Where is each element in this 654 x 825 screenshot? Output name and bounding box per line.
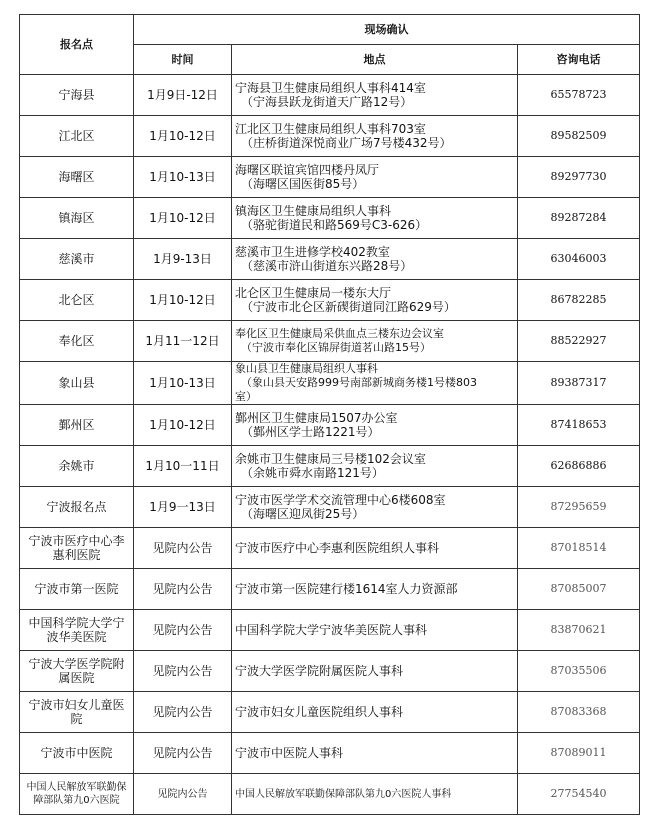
place-line: 北仑区卫生健康局一楼东大厅	[235, 286, 392, 300]
table-row	[20, 116, 640, 157]
phone-cell: 27754540	[518, 774, 640, 815]
site-line: 中国科学院大学宁	[28, 616, 125, 630]
place-cell: 宁波大学医学院附属医院人事科	[232, 651, 518, 692]
header-onsite: 现场确认	[134, 15, 640, 45]
header-phone: 咨询电话	[518, 45, 640, 75]
place-line: （宁海县跃龙街道天广路12号）	[241, 95, 413, 109]
phone-cell: 89582509	[518, 116, 640, 157]
site-line: 波华美医院	[46, 630, 107, 644]
phone-cell: 65578723	[518, 75, 640, 116]
time-cell: 见院内公告	[134, 733, 232, 774]
table-row	[20, 774, 640, 815]
table-row	[20, 569, 640, 610]
time-cell: 见院内公告	[134, 569, 232, 610]
table-row	[20, 157, 640, 198]
time-cell: 见院内公告	[134, 651, 232, 692]
place-cell	[232, 198, 518, 239]
place-cell: 中国科学院大学宁波华美医院人事科	[232, 610, 518, 651]
place-cell	[232, 280, 518, 321]
phone-cell: 88522927	[518, 321, 640, 362]
place-cell: 宁波市妇女儿童医院组织人事科	[232, 692, 518, 733]
place-line: （慈溪市浒山街道东兴路28号）	[241, 259, 413, 273]
place-cell: 中国人民解放军联勤保障部队第九0六医院人事科	[232, 774, 518, 815]
site-cell: 北仑区	[20, 280, 134, 321]
site-line: 宁波大学医学院附	[28, 657, 125, 671]
phone-cell: 87085007	[518, 569, 640, 610]
site-line: 属医院	[58, 671, 95, 685]
table-row	[20, 528, 640, 569]
table-row	[20, 692, 640, 733]
place-cell	[232, 446, 518, 487]
time-cell: 见院内公告	[134, 610, 232, 651]
site-cell: 镇海区	[20, 198, 134, 239]
site-line: 障部队第九0六医院	[33, 795, 120, 806]
place-cell	[232, 405, 518, 446]
time-cell: 1月9日-12日	[134, 75, 232, 116]
site-cell: 鄞州区	[20, 405, 134, 446]
time-cell: 见院内公告	[134, 692, 232, 733]
place-line: 鄞州区卫生健康局1507办公室	[235, 411, 398, 425]
site-line: 宁波市妇女儿童医	[28, 698, 125, 712]
site-cell	[20, 610, 134, 651]
site-cell: 慈溪市	[20, 239, 134, 280]
place-line: 海曙区联谊宾馆四楼丹凤厅	[235, 163, 380, 177]
table-row	[20, 239, 640, 280]
phone-cell: 89297730	[518, 157, 640, 198]
place-cell	[232, 321, 518, 362]
table-row	[20, 487, 640, 528]
site-cell: 宁波报名点	[20, 487, 134, 528]
site-cell	[20, 774, 134, 815]
table-row	[20, 651, 640, 692]
site-cell: 余姚市	[20, 446, 134, 487]
phone-cell: 89387317	[518, 362, 640, 405]
time-cell: 1月11一12日	[134, 321, 232, 362]
site-cell	[20, 651, 134, 692]
time-cell: 见院内公告	[134, 528, 232, 569]
phone-cell: 87083368	[518, 692, 640, 733]
time-cell: 1月10-12日	[134, 116, 232, 157]
site-line: 惠利医院	[52, 548, 101, 562]
time-cell: 1月10-13日	[134, 157, 232, 198]
site-line: 中国人民解放军联勤保	[26, 782, 127, 793]
place-cell	[232, 116, 518, 157]
place-cell	[232, 239, 518, 280]
header-place: 地点	[232, 45, 518, 75]
site-cell: 象山县	[20, 362, 134, 405]
place-line: （宁波市奉化区锦屏街道茗山路15号）	[241, 341, 431, 354]
phone-cell: 87418653	[518, 405, 640, 446]
place-cell	[232, 362, 518, 405]
table-row	[20, 280, 640, 321]
place-line: 余姚市卫生健康局三号楼102会议室	[235, 452, 426, 466]
site-cell: 海曙区	[20, 157, 134, 198]
header-site: 报名点	[20, 15, 134, 75]
phone-cell: 87295659	[518, 487, 640, 528]
place-line: 宁海县卫生健康局组织人事科414室	[235, 81, 426, 95]
site-line: 宁波市医疗中心李	[28, 534, 125, 548]
time-cell: 1月10-12日	[134, 280, 232, 321]
time-cell: 1月10一11日	[134, 446, 232, 487]
phone-cell: 87018514	[518, 528, 640, 569]
place-line: 江北区卫生健康局组织人事科703室	[235, 122, 426, 136]
place-line: （宁波市北仑区新碶街道同江路629号）	[241, 300, 456, 314]
phone-cell: 86782285	[518, 280, 640, 321]
site-cell: 宁波市中医院	[20, 733, 134, 774]
place-line: 宁波市医学学术交流管理中心6楼608室	[235, 493, 446, 507]
place-line: （海曙区国医街85号）	[241, 177, 365, 191]
header-time: 时间	[134, 45, 232, 75]
place-line: （鄞州区学士路1221号）	[241, 425, 380, 439]
place-line: 镇海区卫生健康局组织人事科	[235, 204, 392, 218]
time-cell: 1月10-13日	[134, 362, 232, 405]
table-row	[20, 405, 640, 446]
phone-cell: 87035506	[518, 651, 640, 692]
place-line: （象山县天安路999号南部新城商务楼1号楼803	[241, 376, 477, 389]
site-cell: 宁海县	[20, 75, 134, 116]
site-line: 院	[70, 712, 83, 726]
place-cell: 宁波市第一医院建行楼1614室人力资源部	[232, 569, 518, 610]
place-line: 慈溪市卫生进修学校402教室	[235, 245, 390, 259]
time-cell: 1月9一13日	[134, 487, 232, 528]
phone-cell: 89287284	[518, 198, 640, 239]
phone-cell: 83870621	[518, 610, 640, 651]
place-line: 象山县卫生健康局组织人事科	[235, 362, 378, 375]
time-cell: 1月10-12日	[134, 198, 232, 239]
table-row	[20, 321, 640, 362]
site-cell: 奉化区	[20, 321, 134, 362]
time-cell: 见院内公告	[134, 774, 232, 815]
place-line: （庄桥街道深悦商业广场7号楼432号）	[241, 136, 452, 150]
phone-cell: 87089011	[518, 733, 640, 774]
table-row	[20, 75, 640, 116]
registration-table	[19, 14, 640, 815]
place-line: （骆驼街道民和路569号C3-626）	[241, 218, 428, 232]
table-row	[20, 362, 640, 405]
table-row	[20, 733, 640, 774]
site-cell	[20, 692, 134, 733]
phone-cell: 62686886	[518, 446, 640, 487]
table-row	[20, 446, 640, 487]
site-cell: 江北区	[20, 116, 134, 157]
place-cell	[232, 487, 518, 528]
place-line: （余姚市舜水南路121号）	[241, 466, 384, 480]
place-cell	[232, 75, 518, 116]
place-cell: 宁波市医疗中心李惠利医院组织人事科	[232, 528, 518, 569]
place-cell: 宁波市中医院人事科	[232, 733, 518, 774]
table-row	[20, 610, 640, 651]
phone-cell: 63046003	[518, 239, 640, 280]
time-cell: 1月10-12日	[134, 405, 232, 446]
place-line: （海曙区迎凤街25号）	[241, 507, 365, 521]
site-cell	[20, 528, 134, 569]
place-line: 室）	[235, 390, 257, 403]
time-cell: 1月9-13日	[134, 239, 232, 280]
table-row	[20, 198, 640, 239]
place-line: 奉化区卫生健康局采供血点三楼东边会议室	[235, 327, 444, 340]
site-cell: 宁波市第一医院	[20, 569, 134, 610]
place-cell	[232, 157, 518, 198]
